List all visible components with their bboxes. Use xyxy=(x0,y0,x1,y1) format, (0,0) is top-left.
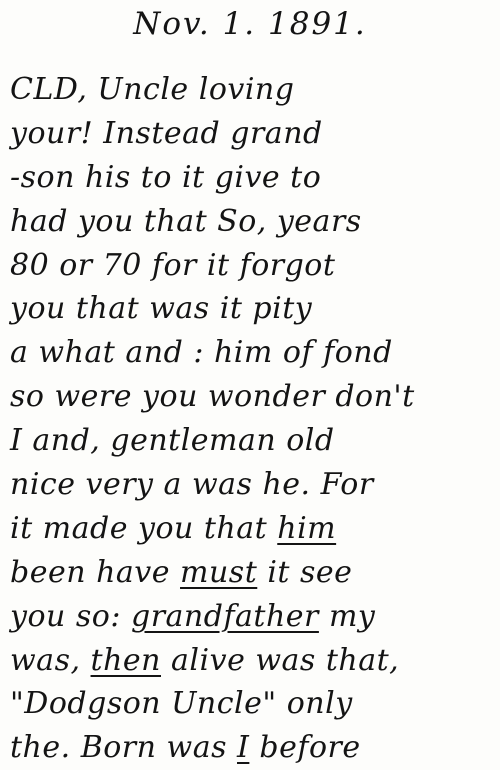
line-text: you so: xyxy=(10,598,121,634)
line-text: it made you that xyxy=(10,510,268,546)
underlined-word: him xyxy=(277,510,337,546)
line-text: so were you wonder don't xyxy=(10,379,415,415)
line-text: a what and : him of fond xyxy=(10,335,393,371)
line-text: you that was it pity xyxy=(10,291,313,327)
line-text: 80 or 70 for it forgot xyxy=(10,247,336,283)
letter-line-16 xyxy=(10,726,494,770)
letter-line-6 xyxy=(10,287,494,331)
letter-line-12 xyxy=(10,551,494,595)
line-text: been have xyxy=(10,554,170,590)
underlined-word: grandfather xyxy=(130,598,319,634)
letter-line-4 xyxy=(10,200,494,244)
underlined-word: then xyxy=(90,642,161,678)
letter-line-8 xyxy=(10,375,494,419)
underlined-word: must xyxy=(180,554,258,590)
line-text: CLD, Uncle loving xyxy=(10,72,295,107)
line-text: I and, gentleman old xyxy=(10,423,335,459)
line-text: before xyxy=(259,730,361,766)
line-text: "Dodgson Uncle" only xyxy=(10,686,353,722)
line-text: had you that So, years xyxy=(10,203,362,239)
letter-line-9 xyxy=(10,419,494,463)
line-text: my xyxy=(328,598,376,634)
line-text: nice very a was he. For xyxy=(10,467,374,503)
line-text: it see xyxy=(267,554,353,590)
underlined-word: I xyxy=(237,730,250,766)
line-text: was, xyxy=(10,642,81,678)
letter-line-13 xyxy=(10,595,494,639)
letter-line-7 xyxy=(10,331,494,375)
letter-line-15 xyxy=(10,682,494,726)
letter-date: Nov. 1. 1891. xyxy=(133,6,367,42)
letter-line-14 xyxy=(10,639,494,683)
line-text: your! Instead grand xyxy=(10,115,323,151)
letter-line-5 xyxy=(10,244,494,288)
letter-body xyxy=(10,68,494,770)
line-text: the. Born was xyxy=(10,730,227,766)
line-text: alive was that, xyxy=(171,642,400,678)
letter-line-1 xyxy=(10,68,494,112)
letter-line-3 xyxy=(10,156,494,200)
letter-line-10 xyxy=(10,463,494,507)
letter-line-2 xyxy=(10,112,494,156)
letter-line-11 xyxy=(10,507,494,551)
line-text: -son his to it give to xyxy=(10,159,322,195)
